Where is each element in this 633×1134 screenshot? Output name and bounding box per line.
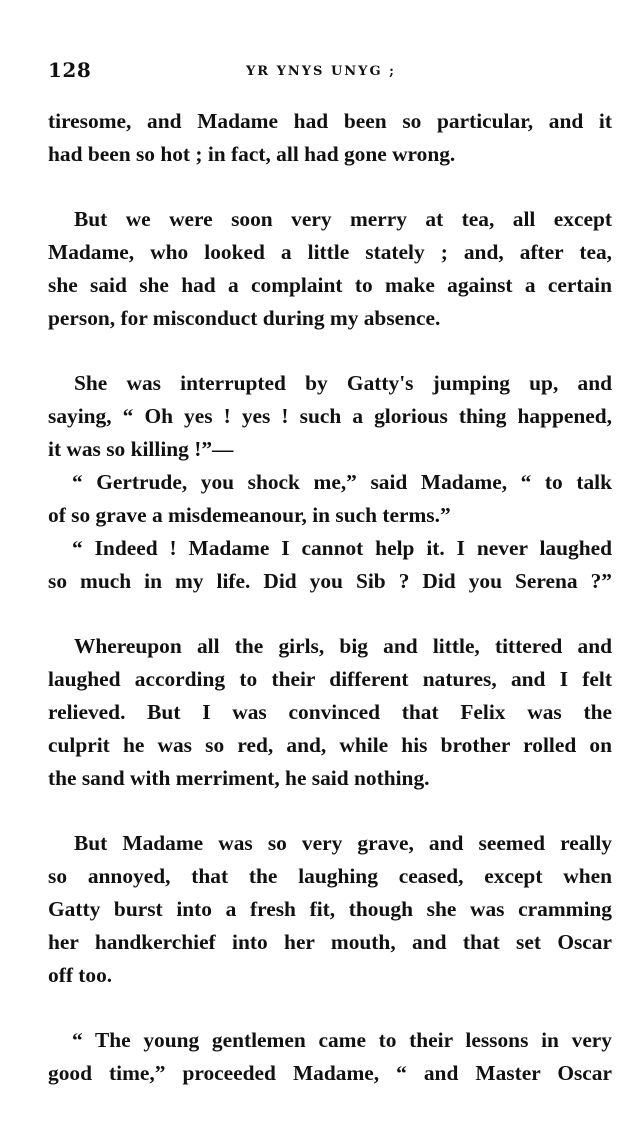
text-line: She was interrupted by Gatty's jumping up, and bbox=[74, 371, 612, 395]
text-line: “ The young gentlemen came to their lessons in very bbox=[72, 1028, 612, 1052]
running-title: YR YNYS UNYG ; bbox=[246, 64, 396, 79]
text-line: her handkerchief into her mouth, and that set Oscar bbox=[48, 930, 612, 954]
paragraph bbox=[48, 532, 612, 598]
text-line: Whereupon all the girls, big and little, tittered and bbox=[74, 634, 612, 658]
text-line: person, for misconduct during my absence. bbox=[48, 306, 441, 330]
text-line: Madame, who looked a little stately ; and, after tea, bbox=[48, 240, 612, 264]
paragraph bbox=[48, 203, 612, 335]
body-text bbox=[48, 105, 612, 1090]
paragraph bbox=[48, 827, 612, 992]
text-line: so annoyed, that the laughing ceased, except when bbox=[48, 864, 612, 888]
paragraph bbox=[48, 630, 612, 795]
text-line: of so grave a misdemeanour, in such terms.” bbox=[48, 503, 451, 527]
text-line: it was so killing !”— bbox=[48, 437, 234, 461]
text-line: But we were soon very merry at tea, all except bbox=[74, 207, 612, 231]
text-line: saying, “ Oh yes ! yes ! such a glorious thing happened, bbox=[48, 404, 612, 428]
text-line: the sand with merriment, he said nothing. bbox=[48, 766, 430, 790]
text-line: laughed according to their different natures, and I felt bbox=[48, 667, 612, 691]
running-header bbox=[48, 58, 610, 84]
paragraph bbox=[48, 105, 612, 171]
text-line: tiresome, and Madame had been so particular, and it bbox=[48, 109, 612, 133]
text-line: she said she had a complaint to make against a certain bbox=[48, 273, 612, 297]
text-line: Gatty burst into a fresh fit, though she was cramming bbox=[48, 897, 612, 921]
paragraph bbox=[48, 1024, 612, 1090]
text-line: had been so hot ; in fact, all had gone wrong. bbox=[48, 142, 456, 166]
text-line: “ Indeed ! Madame I cannot help it. I never laughed bbox=[72, 536, 612, 560]
page-number: 128 bbox=[48, 58, 92, 82]
paragraph bbox=[48, 466, 612, 532]
text-line: so much in my life. Did you Sib ? Did you Serena ?” bbox=[48, 569, 612, 593]
text-line: culprit he was so red, and, while his brother rolled on bbox=[48, 733, 612, 757]
text-line: relieved. But I was convinced that Felix was the bbox=[48, 700, 612, 724]
text-line: good time,” proceeded Madame, “ and Master Oscar bbox=[48, 1061, 612, 1085]
text-line: “ Gertrude, you shock me,” said Madame, “ to talk bbox=[72, 470, 612, 494]
paragraph bbox=[48, 367, 612, 466]
text-line: But Madame was so very grave, and seemed really bbox=[74, 831, 612, 855]
text-line: off too. bbox=[48, 963, 113, 987]
